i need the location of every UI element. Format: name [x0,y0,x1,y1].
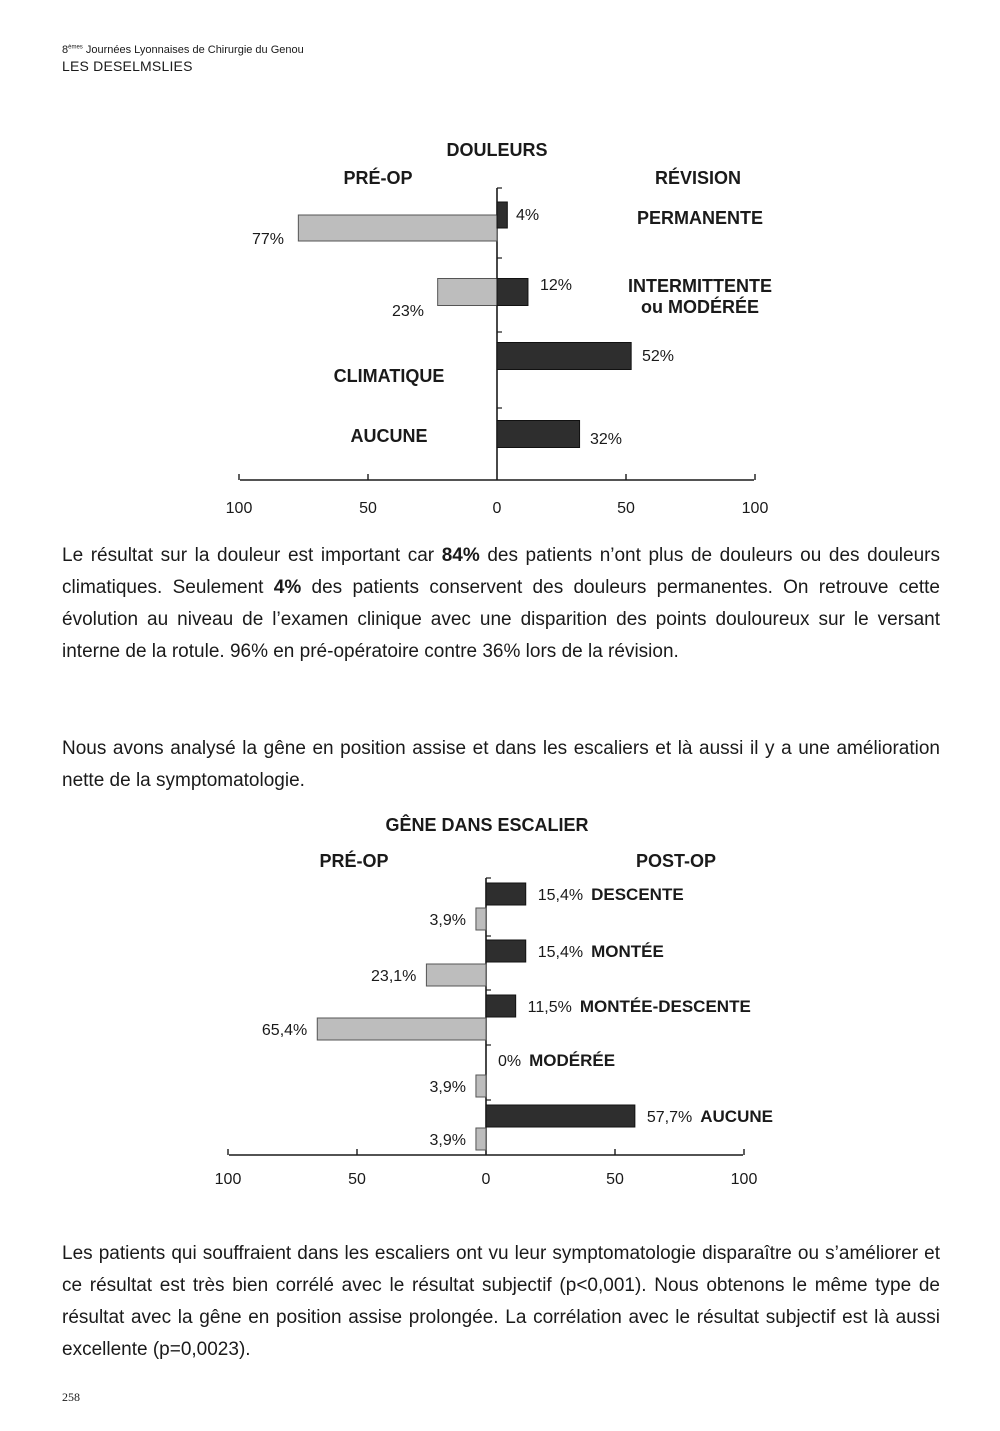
data-label-preop: 23,1% [371,968,417,985]
paragraph-gene-intro: Nous avons analysé la gêne en position assise et dans les escaliers et là aussi il y a une amélioration nette de la symptomatologie. [62,738,940,791]
right-series-label: POST-OP [635,851,717,871]
page-number: 258 [62,1390,80,1404]
axis-tick-label: 100 [741,500,769,517]
data-label-revision: 4% [516,207,540,224]
axis-tick-label: 50 [348,1171,366,1188]
data-label-postop: 15,4% [537,887,584,904]
bar-preop-descente [476,908,486,930]
running-header-event: 8èmes Journées Lyonnaises de Chirurgie du Genou [62,44,304,56]
data-label-preop: 65,4% [261,1022,308,1039]
category-label-climatique: CLIMATIQUE [333,366,445,386]
axis-tick-label: 50 [606,1171,624,1188]
paragraph-douleur-result: Le résultat sur la douleur est important car 84% des patients n’ont plus de douleurs ou des douleurs climatiques. Seulement 4% des patients conservent des douleurs permanentes. On retrouve cette évolution au niveau de l’examen clinique avec une disparition des points douloureux sur le versant interne de la rotule. 96% en pré-opératoire contre 36% lors de la révision. [62,545,940,662]
data-label-preop: 3,9% [429,1079,466,1096]
axis-tick-label: 100 [214,1171,242,1188]
bar-preop-moderee [476,1075,486,1097]
axis-tick-label: 50 [617,500,635,517]
bar-preop-montee-descente [317,1018,486,1040]
data-label-preop: 3,9% [429,912,466,929]
category-label-intermittente: INTERMITTENTE [628,276,772,296]
data-label-postop: 57,7% [646,1109,693,1126]
left-series-label: PRÉ-OP [343,168,413,188]
data-label-revision: 12% [540,277,573,294]
data-label-revision: 52% [642,348,675,365]
data-label-revision: 32% [590,431,623,448]
category-label-montee-descente: MONTÉE-DESCENTE [579,997,751,1016]
category-label-moderee: MODÉRÉE [529,1051,616,1070]
data-label-preop: 77% [251,231,284,248]
data-label-postop: 0% [498,1053,522,1070]
category-label-aucune: AUCUNE [350,426,428,446]
data-label-preop: 23% [391,303,424,320]
bar-postop-montee [486,940,526,962]
axis-tick-label: 50 [359,500,377,517]
chart-title: GÊNE DANS ESCALIER [385,815,589,835]
paragraph-conclusion: Les patients qui souffraient dans les escaliers ont vu leur symptomatologie disparaître ou s’améliorer et ce résultat est très bien corrélé avec le résultat subjectif (p<0,001). Nous obtenons le même type de résultat avec la gêne en position assise prolongée. La corrélation avec le résultat subjectif est là aussi excellente (p=0,0023). [62,1243,940,1360]
left-series-label: PRÉ-OP [319,851,389,871]
axis-tick-label: 100 [225,500,253,517]
axis-tick-label: 0 [481,1171,491,1188]
running-header-title: LES DESELMSLIES [62,58,193,74]
bar-preop-montee [426,964,486,986]
bar-postop-descente [486,883,526,905]
right-series-label: RÉVISION [654,168,742,188]
bar-preop-aucune [476,1128,486,1150]
category-label-ou-moderee: ou MODÉRÉE [640,297,760,317]
axis-tick-label: 100 [730,1171,758,1188]
data-label-postop: 15,4% [537,944,584,961]
data-label-postop: 11,5% [527,999,572,1016]
bar-postop-montee-descente [486,995,516,1017]
axis-tick-label: 0 [492,500,502,517]
bar-postop-aucune [486,1105,635,1127]
category-label-aucune: AUCUNE [700,1107,773,1126]
data-label-preop: 3,9% [429,1132,466,1149]
chart-title: DOULEURS [446,140,548,160]
category-label-montee: MONTÉE [591,942,664,961]
category-label-descente: DESCENTE [591,885,684,904]
category-label-permanente: PERMANENTE [636,208,764,228]
